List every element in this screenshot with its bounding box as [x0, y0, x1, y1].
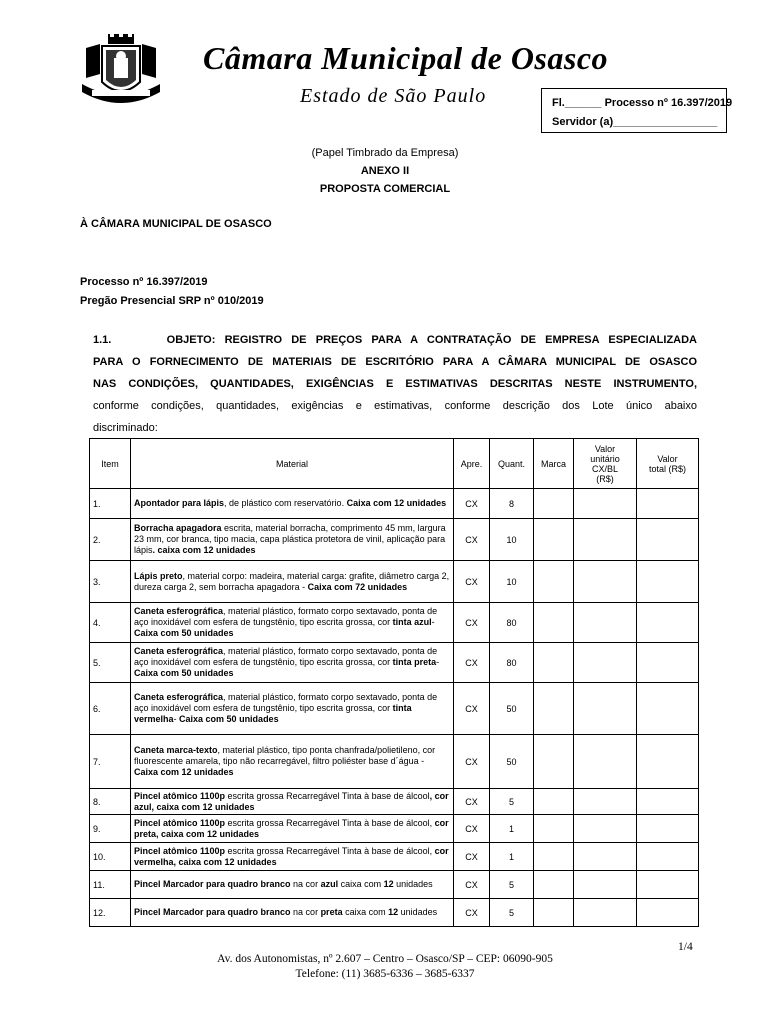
material-text: , material plástico, formato corpo sextavado, ponta de aço inoxidável com esfera de tungstênio, tipo escrita grossa, cor — [134, 646, 438, 667]
cell-material — [131, 815, 454, 843]
material-text: Caneta esferográfica — [134, 692, 224, 702]
cell-apre: CX — [454, 519, 490, 561]
material-text: Lápis preto — [134, 570, 183, 581]
cell-quant: 5 — [490, 789, 534, 815]
city-crest-logo — [78, 34, 164, 114]
material-text: , material plástico, tipo ponta chanfrada/polietileno, cor fluorescente amarela, tipo não recarregável, filtro poliéster base d´água - — [134, 745, 436, 766]
material-text: Caneta esferográfica — [134, 646, 224, 656]
table-row — [90, 683, 699, 735]
col-valor-unitario — [574, 439, 637, 489]
cell-marca — [534, 519, 574, 561]
valor-unitario-line: CX/BL — [591, 463, 618, 474]
cell-marca — [534, 735, 574, 789]
cell-item: 8. — [90, 789, 131, 815]
cell-quant: 80 — [490, 603, 534, 643]
cell-quant: 10 — [490, 519, 534, 561]
cell-apre: CX — [454, 815, 490, 843]
cell-valor-unitario — [574, 643, 637, 683]
objeto-paragraph — [93, 332, 697, 442]
col-marca: Marca — [534, 439, 574, 489]
cell-valor-unitario — [574, 871, 637, 899]
material-text: , material plástico, formato corpo sextavado, ponta de aço inoxidável com esfera de tungstênio, tipo escrita grossa, cor — [134, 692, 438, 713]
cell-item: 9. — [90, 815, 131, 843]
cell-marca — [534, 871, 574, 899]
cell-valor-total — [637, 519, 699, 561]
cell-material — [131, 643, 454, 683]
table-row — [90, 603, 699, 643]
cell-quant: 5 — [490, 871, 534, 899]
cell-valor-total — [637, 815, 699, 843]
table-row — [90, 735, 699, 789]
cell-item: 11. — [90, 871, 131, 899]
cell-valor-total — [637, 871, 699, 899]
material-text: tinta azul — [392, 617, 432, 627]
material-text: cor vermelha, caixa com 12 unidades — [134, 845, 449, 867]
stamp-line-2: Servidor (a)_________________ — [552, 116, 718, 128]
cell-material — [131, 603, 454, 643]
material-text: . caixa com 12 unidades — [152, 545, 256, 555]
cell-apre: CX — [454, 643, 490, 683]
destinatario: À CÂMARA MUNICIPAL DE OSASCO — [80, 218, 272, 230]
table-row — [90, 899, 699, 927]
stamp-line-1: Fl.______ Processo nº 16.397/2019 — [552, 97, 733, 109]
material-text: Caixa com 50 unidades — [134, 668, 234, 678]
cell-item: 2. — [90, 519, 131, 561]
material-text: , cor azul, caixa com 12 unidades — [134, 790, 449, 812]
material-text: Caixa com 72 unidades — [307, 581, 408, 592]
material-text: Caneta esferográfica — [134, 606, 224, 616]
valor-unitario-line: Valor — [594, 443, 616, 454]
cell-item: 6. — [90, 683, 131, 735]
cell-item: 1. — [90, 489, 131, 519]
cell-quant: 50 — [490, 735, 534, 789]
cell-item: 4. — [90, 603, 131, 643]
cell-quant: 80 — [490, 643, 534, 683]
material-text: escrita grossa Recarregável Tinta à base de álcool, — [225, 817, 435, 828]
cell-marca — [534, 561, 574, 603]
cell-valor-total — [637, 603, 699, 643]
material-text: tinta vermelha — [134, 703, 412, 724]
cell-item: 3. — [90, 561, 131, 603]
cell-apre: CX — [454, 489, 490, 519]
cell-quant: 8 — [490, 489, 534, 519]
cell-apre: CX — [454, 843, 490, 871]
table-row — [90, 789, 699, 815]
material-text: unidades — [393, 879, 433, 889]
material-text: caixa com — [338, 879, 384, 889]
cell-material — [131, 489, 454, 519]
footer-address: Av. dos Autonomistas, nº 2.607 – Centro – Osasco/SP – CEP: 06090-905 — [217, 953, 553, 965]
cell-apre: CX — [454, 899, 490, 927]
cell-item: 12. — [90, 899, 131, 927]
objeto-line: NAS CONDIÇÕES, QUANTIDADES, EXIGÊNCIAS E ESTIMATIVAS DESCRITAS NESTE INSTRUMENTO, — [93, 378, 697, 390]
cell-item: 7. — [90, 735, 131, 789]
material-text: cor preta, caixa com 12 unidades — [134, 817, 449, 839]
table-body — [90, 489, 699, 927]
col-apre: Apre. — [454, 439, 490, 489]
cell-quant: 5 — [490, 899, 534, 927]
material-text: na cor — [290, 907, 321, 917]
material-text: Caixa com 50 unidades — [179, 714, 279, 724]
cell-valor-unitario — [574, 843, 637, 871]
material-text: preta — [320, 907, 343, 917]
material-text: Pincel Marcador para quadro branco — [134, 907, 291, 917]
cell-valor-unitario — [574, 735, 637, 789]
page-number: 1/4 — [678, 941, 693, 953]
col-valor-total — [637, 439, 699, 489]
header-title: Câmara Municipal de Osasco — [203, 40, 609, 76]
process-stamp-box — [541, 88, 733, 133]
cell-marca — [534, 683, 574, 735]
cell-valor-total — [637, 561, 699, 603]
valor-total-line: Valor — [657, 453, 678, 464]
cell-apre: CX — [454, 683, 490, 735]
cell-valor-unitario — [574, 815, 637, 843]
objeto-line: conforme condições, quantidades, exigências e estimativas, conforme descrição dos Lote único abaixo — [93, 400, 697, 412]
cell-apre: CX — [454, 871, 490, 899]
table-row — [90, 643, 699, 683]
material-text: Borracha apagadora — [134, 523, 222, 533]
papel-timbrado: (Papel Timbrado da Empresa) — [311, 147, 459, 159]
cell-material — [131, 899, 454, 927]
table-row — [90, 561, 699, 603]
cell-marca — [534, 489, 574, 519]
table-row — [90, 871, 699, 899]
cell-valor-unitario — [574, 789, 637, 815]
col-quant: Quant. — [490, 439, 534, 489]
cell-marca — [534, 643, 574, 683]
valor-total-line: total (R$) — [648, 463, 686, 474]
cell-valor-total — [637, 683, 699, 735]
header-subtitle: Estado de São Paulo — [300, 85, 487, 107]
processo-number: Processo nº 16.397/2019 — [80, 276, 208, 288]
proposal-table — [89, 438, 699, 927]
cell-material — [131, 683, 454, 735]
material-text: - — [431, 617, 435, 627]
material-text: escrita, material borracha, comprimento 45 mm, largura 23 mm, cor branca, tipo macia, capa plástica protetora de vinil, aplicação para lápis — [134, 523, 446, 555]
material-text: azul — [320, 879, 339, 889]
valor-unitario-line: unitário — [590, 453, 620, 464]
cell-material — [131, 843, 454, 871]
cell-material — [131, 871, 454, 899]
material-text: Apontador para lápis — [134, 498, 225, 508]
material-text: caixa com — [342, 907, 389, 917]
proposta-title: PROPOSTA COMERCIAL — [319, 183, 451, 195]
material-text: , material corpo: madeira, material carga: grafite, diâmetro carga 2, dureza carga 2, sem borracha apagadora - — [134, 570, 450, 592]
cell-item: 10. — [90, 843, 131, 871]
cell-valor-total — [637, 789, 699, 815]
cell-marca — [534, 789, 574, 815]
cell-valor-unitario — [574, 519, 637, 561]
cell-marca — [534, 815, 574, 843]
material-text: Pincel atômico 1100p — [134, 845, 226, 856]
cell-valor-total — [637, 643, 699, 683]
cell-apre: CX — [454, 735, 490, 789]
material-text: unidades — [398, 907, 438, 917]
cell-item: 5. — [90, 643, 131, 683]
objeto-line: 1.1. OBJETO: REGISTRO DE PREÇOS PARA A CONTRATAÇÃO DE EMPRESA ESPECIALIZADA — [93, 334, 697, 346]
material-text: escrita grossa Recarregável Tinta à base de álcool — [225, 790, 430, 801]
cell-valor-unitario — [574, 603, 637, 643]
material-text: 12 — [388, 907, 399, 917]
cell-material — [131, 735, 454, 789]
material-text: - — [173, 714, 180, 724]
material-text: , material plástico, formato corpo sextavado, ponta de aço inoxidável com esfera de tungstênio, tipo escrita grossa, cor — [134, 606, 438, 627]
table-row — [90, 815, 699, 843]
material-text: , de plástico com reservatório. — [224, 498, 347, 508]
objeto-line: discriminado: — [93, 422, 158, 434]
cell-valor-total — [637, 843, 699, 871]
material-text: Caneta marca-texto — [134, 745, 218, 755]
material-text: na cor — [290, 879, 321, 889]
cell-valor-unitario — [574, 489, 637, 519]
cell-material — [131, 561, 454, 603]
material-text: tinta preta — [392, 657, 437, 667]
cell-valor-unitario — [574, 561, 637, 603]
material-text: Pincel Marcador para quadro branco — [134, 879, 291, 889]
material-text: 12 — [383, 879, 394, 889]
cell-apre: CX — [454, 603, 490, 643]
material-text: Caixa com 12 unidades — [346, 498, 447, 508]
cell-marca — [534, 899, 574, 927]
material-text: Pincel atômico 1100p — [134, 817, 226, 828]
footer-phone: Telefone: (11) 3685-6336 – 3685-6337 — [295, 968, 475, 980]
valor-unitario-line: (R$) — [596, 473, 614, 484]
objeto-line: PARA O FORNECIMENTO DE MATERIAIS DE ESCRITÓRIO PARA A CÂMARA MUNICIPAL DE OSASCO — [93, 356, 697, 368]
cell-quant: 1 — [490, 843, 534, 871]
table-row — [90, 489, 699, 519]
cell-material — [131, 519, 454, 561]
anexo-title: ANEXO II — [360, 165, 410, 177]
cell-material — [131, 789, 454, 815]
table-row — [90, 843, 699, 871]
material-text: Caixa com 12 unidades — [134, 767, 234, 777]
cell-quant: 1 — [490, 815, 534, 843]
material-text: - — [436, 657, 440, 667]
table-row — [90, 519, 699, 561]
cell-apre: CX — [454, 561, 490, 603]
material-text: escrita grossa Recarregável Tinta à base de álcool, — [225, 845, 435, 856]
cell-valor-total — [637, 735, 699, 789]
cell-valor-unitario — [574, 899, 637, 927]
cell-quant: 10 — [490, 561, 534, 603]
col-item: Item — [90, 439, 131, 489]
table-header-row — [90, 439, 699, 489]
col-material: Material — [131, 439, 454, 489]
cell-apre: CX — [454, 789, 490, 815]
pregao-number: Pregão Presencial SRP nº 010/2019 — [80, 295, 264, 307]
cell-valor-unitario — [574, 683, 637, 735]
cell-marca — [534, 843, 574, 871]
cell-valor-total — [637, 899, 699, 927]
material-text: Pincel atômico 1100p — [134, 790, 226, 801]
cell-marca — [534, 603, 574, 643]
cell-valor-total — [637, 489, 699, 519]
cell-quant: 50 — [490, 683, 534, 735]
material-text: Caixa com 50 unidades — [134, 628, 234, 638]
